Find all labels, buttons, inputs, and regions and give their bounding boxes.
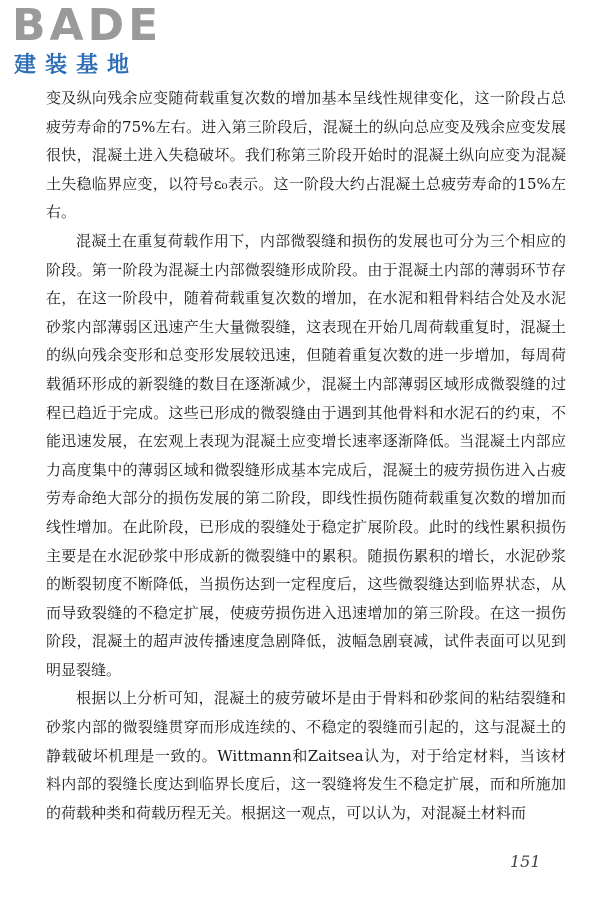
paragraph-1: 变及纵向残余应变随荷载重复次数的增加基本呈线性规律变化，这一阶段占总疲劳寿命的75%左右。进入第三阶段后，混凝土的纵向总应变及残余应变发展很快，混凝土进入失稳破坏。我们称第三阶段开始时的混凝土纵向应变为混凝土失稳临界应变，以符号ε₀表示。这一阶段大约占混凝土总疲劳寿命的15%左右。 [46, 89, 566, 222]
bade-logo [12, 0, 182, 80]
logo-subtitle: 建装基地 [14, 53, 139, 78]
paragraph-3: 根据以上分析可知，混凝土的疲劳破坏是由于骨料和砂浆间的粘结裂缝和砂浆内部的微裂缝贯穿而形成连续的、不稳定的裂缝而引起的，这与混凝土的静载破坏机理是一致的。Wittmann和Zaitsea认为，对于给定材料，当该材料内部的裂缝长度达到临界长度后，这一裂缝将发生不稳定扩展，而和所施加的荷载种类和荷载历程无关。根据这一观点，可以认为，对混凝土材料而 [46, 689, 566, 822]
page-body [46, 84, 566, 827]
page-number: 151 [510, 852, 541, 871]
logo-wordmark: BADE [12, 0, 163, 51]
paragraph-2: 混凝土在重复荷载作用下，内部微裂缝和损伤的发展也可分为三个相应的阶段。第一阶段为混凝土内部微裂缝形成阶段。由于混凝土内部的薄弱环节存在，在这一阶段中，随着荷载重复次数的增加，在水泥和粗骨料结合处及水泥砂浆内部薄弱区迅速产生大量微裂缝，这表现在开始几周荷载重复时，混凝土的纵向残余变形和总变形发展较迅速，但随着重复次数的进一步增加，每周荷载循环形成的新裂缝的数目在逐渐减少，混凝土内部薄弱区域形成微裂缝的过程已趋近于完成。这些已形成的微裂缝由于遇到其他骨料和水泥石的约束，不能迅速发展，在宏观上表现为混凝土应变增长速率逐渐降低。当混凝土内部应力高度集中的薄弱区域和微裂缝形成基本完成后，混凝土的疲劳损伤进入占疲劳寿命绝大部分的损伤发展的第二阶段，即线性损伤随荷载重复次数的增加而线性增加。在此阶段，已形成的裂缝处于稳定扩展阶段。此时的线性累积损伤主要是在水泥砂浆中形成新的微裂缝中的累积。随损伤累积的增长，水泥砂浆的断裂韧度不断降低，当损伤达到一定程度后，这些微裂缝达到临界状态，从而导致裂缝的不稳定扩展，使疲劳损伤进入迅速增加的第三阶段。在这一损伤阶段，混凝土的超声波传播速度急剧降低，波幅急剧衰减，试件表面可以见到明显裂缝。 [46, 231, 566, 679]
